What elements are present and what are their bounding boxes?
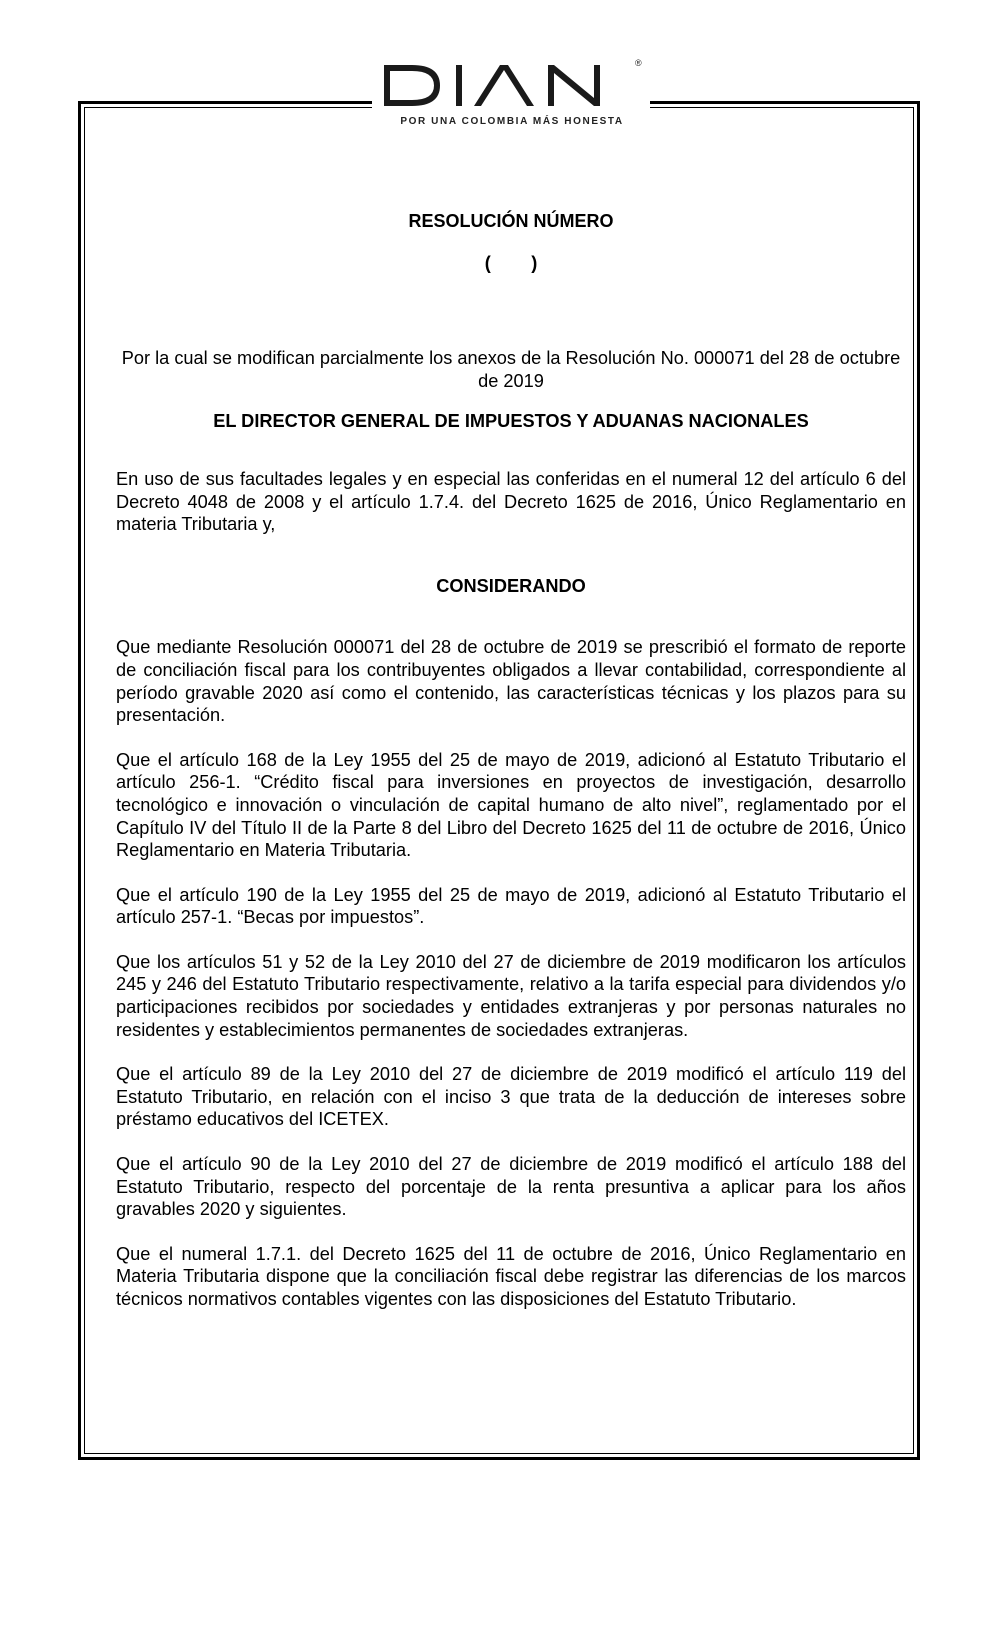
considerando-paragraph-1: Que mediante Resolución 000071 del 28 de octubre de 2019 se prescribió el formato de reporte de conciliación fiscal para los contribuyentes obligados a llevar contabilidad, correspondiente al período gravable 2020 así como el contenido, las características técnicas y los plazos para su presentación. xyxy=(116,637,906,726)
issuing-authority: EL DIRECTOR GENERAL DE IMPUESTOS Y ADUANAS NACIONALES xyxy=(213,411,809,432)
logo-tagline: POR UNA COLOMBIA MÁS HONESTA xyxy=(400,116,624,127)
dian-logo-mark xyxy=(382,62,642,110)
considerando-paragraph-6: Que el artículo 90 de la Ley 2010 del 27 de diciembre de 2019 modificó el artículo 188 del Estatuto Tributario, respecto del porcentaje de la renta presuntiva a aplicar para los años gravables 2020 y siguientes. xyxy=(116,1154,906,1220)
preamble: En uso de sus facultades legales y en especial las conferidas en el numeral 12 del artículo 6 del Decreto 4048 de 2008 y el artículo 1.7.4. del Decreto 1625 de 2016, Único Reglamentario en materia Tributaria y, xyxy=(116,468,906,535)
considerando-paragraph-7: Que el numeral 1.7.1. del Decreto 1625 del 11 de octubre de 2016, Único Reglamentario en Materia Tributaria dispone que la conciliación fiscal debe registrar las diferencias de los marcos técnicos normativos contables vigentes con las disposiciones del Estatuto Tributario. xyxy=(116,1243,906,1309)
considerando-paragraph-2: Que el artículo 168 de la Ley 1955 del 25 de mayo de 2019, adicionó al Estatuto Tributario el artículo 256-1. “Crédito fiscal para inversiones en proyectos de investigación, desarrollo tecnológico e innovación o vinculación de capital humano de alto nivel”, reglamentado por el Capítulo IV del Título II de la Parte 8 del Libro del Decreto 1625 del 11 de octubre de 2016, Único Reglamentario en Materia Tributaria. xyxy=(116,749,906,861)
document-title: RESOLUCIÓN NÚMERO xyxy=(408,211,614,231)
resolution-number: ( ) xyxy=(484,252,538,273)
section-heading: CONSIDERANDO xyxy=(436,575,586,596)
dian-logo xyxy=(382,58,642,132)
considerando-paragraph-4: Que los artículos 51 y 52 de la Ley 2010 del 27 de diciembre de 2019 modificaron los artículos 245 y 246 del Estatuto Tributario respectivamente, relativo a la tarifa especial para dividendos y/o participaciones recibidos por sociedades y entidades extranjeras y por personas naturales no residentes y establecimientos permanentes de sociedades extranjeras. xyxy=(116,951,906,1040)
document-subject: Por la cual se modifican parcialmente los anexos de la Resolución No. 000071 del 28 de octubre de 2019 xyxy=(121,348,901,391)
registered-mark: ® xyxy=(635,58,642,68)
considerando-paragraph-3: Que el artículo 190 de la Ley 1955 del 25 de mayo de 2019, adicionó al Estatuto Tributario el artículo 257-1. “Becas por impuestos”. xyxy=(116,884,906,928)
considerando-paragraph-5: Que el artículo 89 de la Ley 2010 del 27 de diciembre de 2019 modificó el artículo 119 del Estatuto Tributario, en relación con el inciso 3 que trata de la deducción de intereses sobre préstamo educativos del ICETEX. xyxy=(116,1064,906,1130)
document-body xyxy=(116,210,906,1311)
